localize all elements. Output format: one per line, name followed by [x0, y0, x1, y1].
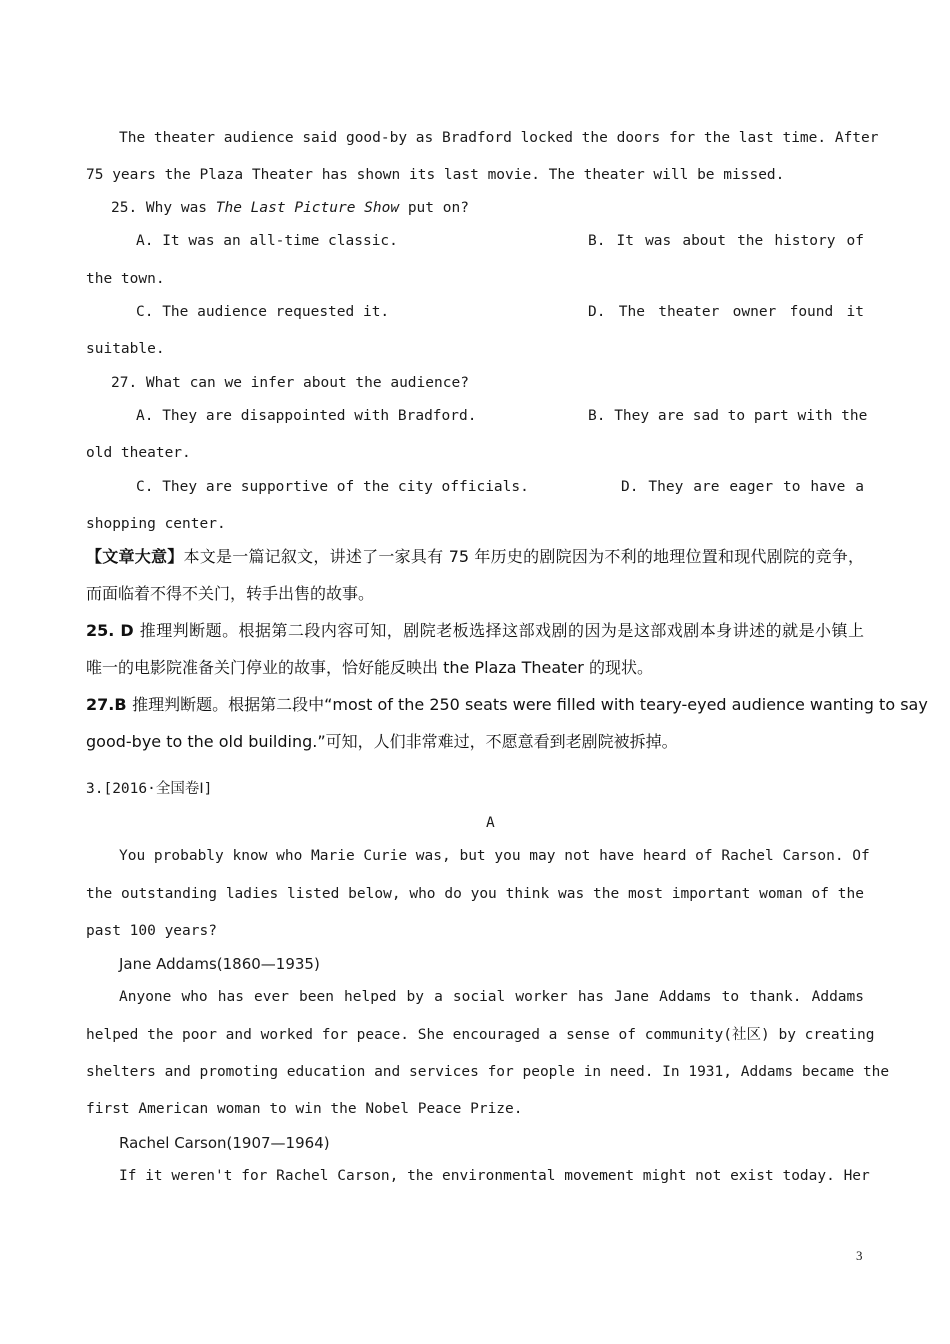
question-27-stem: 27. What can we infer about the audience? — [111, 375, 469, 391]
carson-line: If it weren't for Rachel Carson, the environmental movement might not exist today. Her — [119, 1168, 870, 1184]
carson-heading: Rachel Carson(1907—1964) — [119, 1134, 330, 1152]
q25-option-c: C. The audience requested it. — [136, 304, 390, 320]
intro-line: You probably know who Marie Curie was, but you may not have heard of Rachel Carson. Of — [119, 848, 870, 864]
answer-27-label: 27.B — [86, 695, 133, 714]
answer-27-line: 27.B 推理判断题。根据第二段中“most of the 250 seats were filled with teary-eyed audience wanting to say — [86, 695, 928, 714]
question-25-stem: 25. Why was The Last Picture Show put on? — [111, 200, 469, 216]
addams-line: helped the poor and worked for peace. She encouraged a sense of community(社区) by creating — [86, 1027, 875, 1043]
passage-line: The theater audience said good-by as Bradford locked the doors for the last time. After — [119, 130, 879, 146]
q27-option-b: B. They are sad to part with the — [588, 408, 868, 424]
summary-line: 而面临着不得不关门，转手出售的故事。 — [86, 584, 375, 603]
movie-title: The Last Picture Show — [215, 200, 400, 216]
answer-27-line: good-bye to the old building.”可知，人们非常难过，不愿意看到老剧院被拆掉。 — [86, 732, 678, 751]
answer-25-label: 25. D — [86, 621, 140, 640]
intro-line: the outstanding ladies listed below, who do you think was the most important woman of the — [86, 886, 864, 902]
summary-line: 【文章大意】本文是一篇记叙文，讲述了一家具有 75 年历史的剧院因为不利的地理位置和现代剧院的竞争， — [86, 547, 864, 566]
page-number: 3 — [856, 1248, 863, 1263]
q27-option-d-cont: shopping center. — [86, 516, 226, 532]
q25-option-d: D. The theater owner found it — [588, 304, 864, 320]
q25-option-a: A. It was an all-time classic. — [136, 233, 398, 249]
q25-option-b-cont: the town. — [86, 271, 165, 287]
intro-line: past 100 years? — [86, 923, 217, 939]
answer-25-line: 唯一的电影院准备关门停业的故事，恰好能反映出 the Plaza Theater 的现状。 — [86, 658, 653, 677]
addams-line: shelters and promoting education and services for people in need. In 1931, Addams became the — [86, 1064, 890, 1080]
q27-option-b-cont: old theater. — [86, 445, 191, 461]
answer-25-line: 25. D 推理判断题。根据第二段内容可知，剧院老板选择这部戏剧的因为是这部戏剧本身讲述的就是小镇上 — [86, 621, 864, 640]
addams-heading: Jane Addams(1860—1935) — [119, 955, 320, 973]
q25-option-b: B. It was about the history of — [588, 233, 864, 249]
q27-option-d: D. They are eager to have a — [621, 479, 864, 495]
passage-line: 75 years the Plaza Theater has shown its last movie. The theater will be missed. — [86, 167, 785, 183]
q27-option-a: A. They are disappointed with Bradford. — [136, 408, 477, 424]
summary-label: 【文章大意】 — [86, 547, 184, 566]
part-label: A — [486, 815, 495, 831]
q25-option-d-cont: suitable. — [86, 341, 165, 357]
q27-option-c: C. They are supportive of the city officials. — [136, 479, 529, 495]
addams-line: Anyone who has ever been helped by a social worker has Jane Addams to thank. Addams — [119, 989, 864, 1005]
addams-line: first American woman to win the Nobel Peace Prize. — [86, 1101, 523, 1117]
section-heading: 3.[2016·全国卷Ⅰ] — [86, 781, 213, 797]
